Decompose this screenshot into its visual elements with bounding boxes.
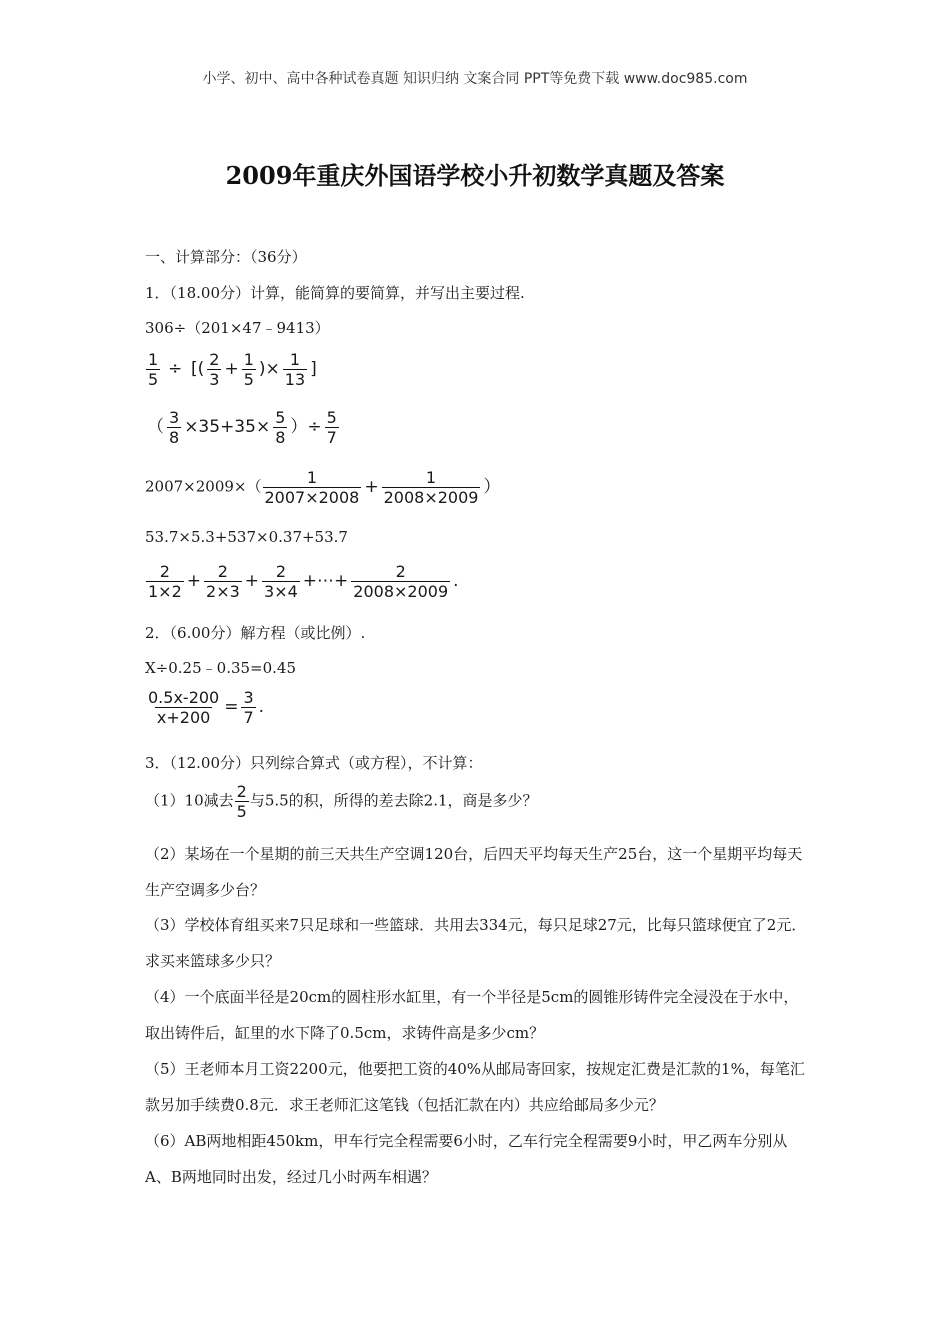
fraction: $\frac{5}{8}$ xyxy=(275,408,286,447)
fraction: $\frac{3}{8}$ xyxy=(169,408,180,447)
q2-expression-2: $\frac{0.5x-200}{x+200}$ = $\frac{3}{7}$ . xyxy=(148,688,265,727)
fraction: $\frac{2}{5}$ xyxy=(236,782,247,821)
question-3-heading: 3．（12.00分）只列综合算式（或方程），不计算： xyxy=(145,754,483,772)
question-1-heading: 1．（18.00分）计算，能简算的要简算，并写出主要过程. xyxy=(145,284,525,302)
q1-expression-2: $\frac{1}{5}$ ÷ [( $\frac{2}{3}$ + $\frac{1}{5}$ )× $\frac{1}{13}$ ] xyxy=(148,350,317,389)
fraction: $\frac{0.5x-200}{x+200}$ xyxy=(148,688,220,727)
fraction: $\frac{1}{5}$ xyxy=(243,350,254,389)
q3-part-3: （3）学校体育组买来7只足球和一些篮球．共用去334元，每只足球27元，比每只篮球便宜了2元．求买来篮球多少只？ xyxy=(145,916,807,970)
page-header: 小学、初中、高中各种试卷真题 知识归纳 文案合同 PPT等免费下载 www.doc985.com xyxy=(202,71,748,87)
page-title: 2009年重庆外国语学校小升初数学真题及答案 xyxy=(225,161,725,190)
fraction: $\frac{2}{2\times 3}$ xyxy=(206,562,240,601)
q1-expression-4: 2007×2009×（ $\frac{1}{2007\times 2008}$ + $\frac{1}{2008\times 2009}$ ） xyxy=(145,468,501,507)
fraction: $\frac{1}{2008\times 2009}$ xyxy=(383,468,479,507)
q1-expression-5: 53.7×5.3+537×0.37+53.7 xyxy=(145,528,348,546)
q2-expression-1: X÷0.25﹣0.35=0.45 xyxy=(145,659,297,677)
q3-part-6: （6）AB两地相距450km，甲车行完全程需要6小时，乙车行完全程需要9小时，甲乙两车分别从A、B两地同时出发，经过几小时两车相遇？ xyxy=(145,1132,788,1186)
section-heading: 一、计算部分：（36分） xyxy=(145,248,307,266)
q1-expression-3: （ $\frac{3}{8}$ ×35+35× $\frac{5}{8}$ ）÷ $\frac{5}{7}$ xyxy=(147,408,337,447)
q3-part-4: （4）一个底面半径是20cm的圆柱形水缸里，有一个半径是5cm的圆锥形铸件完全浸没在于水中，取出铸件后，缸里的水下降了0.5cm，求铸件高是多少cm？ xyxy=(145,988,799,1042)
fraction: $\frac{1}{2007\times 2008}$ xyxy=(264,468,360,507)
fraction: $\frac{2}{2008\times 2009}$ xyxy=(353,562,449,601)
fraction: $\frac{5}{7}$ xyxy=(326,408,337,447)
fraction: $\frac{3}{7}$ xyxy=(243,688,254,727)
q3-part-1: （1）10减去 $\frac{2}{5}$ 与5.5的积，所得的差去除2.1，商是多少？ xyxy=(145,782,538,821)
q3-part-2: （2）某场在一个星期的前三天共生产空调120台，后四天平均每天生产25台，这一个星期平均每天生产空调多少台？ xyxy=(145,845,803,899)
fraction: $\frac{1}{5}$ xyxy=(148,350,159,389)
q1-expression-6: $\frac{2}{1\times 2}$ + $\frac{2}{2\times 3}$ + $\frac{2}{3\times 4}$ +⋯+ $\frac{2}{2008\times 2009}$ . xyxy=(148,562,459,601)
q1-expression-1: 306÷（201×47﹣9413） xyxy=(145,319,330,337)
fraction: $\frac{2}{3\times 4}$ xyxy=(264,562,298,601)
fraction: $\frac{2}{3}$ xyxy=(209,350,220,389)
fraction: $\frac{1}{13}$ xyxy=(284,350,306,389)
q3-part-5: （5）王老师本月工资2200元，他要把工资的40%从邮局寄回家，按规定汇费是汇款的1%，每笔汇款另加手续费0.8元．求王老师汇这笔钱（包括汇款在内）共应给邮局多少元？ xyxy=(145,1060,805,1114)
fraction: $\frac{2}{1\times 2}$ xyxy=(148,562,182,601)
question-2-heading: 2．（6.00分）解方程（或比例）. xyxy=(145,624,366,642)
